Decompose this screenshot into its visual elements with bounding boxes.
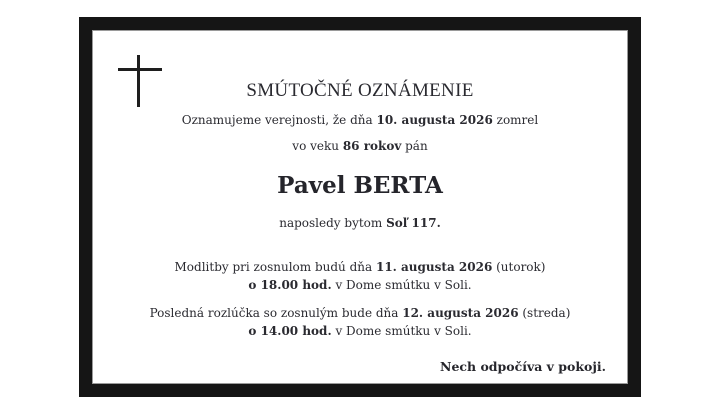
death-date: 10. augusta 2026: [376, 113, 493, 127]
prayers-time-line: o 18.00 hod. v Dome smútku v Soli.: [248, 278, 472, 292]
farewell-time-line: o 14.00 hod. v Dome smútku v Soli.: [248, 324, 472, 338]
age-line: vo veku 86 rokov pán: [292, 139, 428, 153]
prayers-date: 11. augusta 2026: [375, 260, 493, 274]
farewell-date: 12. augusta 2026: [402, 306, 519, 320]
prayers-time: o 18.00 hod.: [248, 278, 332, 292]
closing-phrase: Nech odpočíva v pokoji.: [440, 359, 606, 374]
prayers-line: Modlitby pri zosnulom budú dňa 11. augusta 2026 (utorok): [174, 260, 546, 274]
notice-paper: [92, 30, 628, 384]
farewell-time: o 14.00 hod.: [248, 324, 332, 338]
age-value: 86 rokov: [342, 139, 402, 153]
announcement-line: Oznamujeme verejnosti, že dňa 10. augusta 2026 zomrel: [181, 113, 539, 127]
residence-line: naposledy bytom Soľ 117.: [279, 216, 441, 230]
obituary-notice: [79, 17, 641, 397]
farewell-line: Posledná rozlúčka so zosnulým bude dňa 12. augusta 2026 (streda): [149, 306, 571, 320]
deceased-name: Pavel BERTA: [277, 172, 443, 199]
notice-title: SMÚTOČNÉ OZNÁMENIE: [246, 80, 474, 101]
residence-place: Soľ 117.: [386, 216, 441, 230]
